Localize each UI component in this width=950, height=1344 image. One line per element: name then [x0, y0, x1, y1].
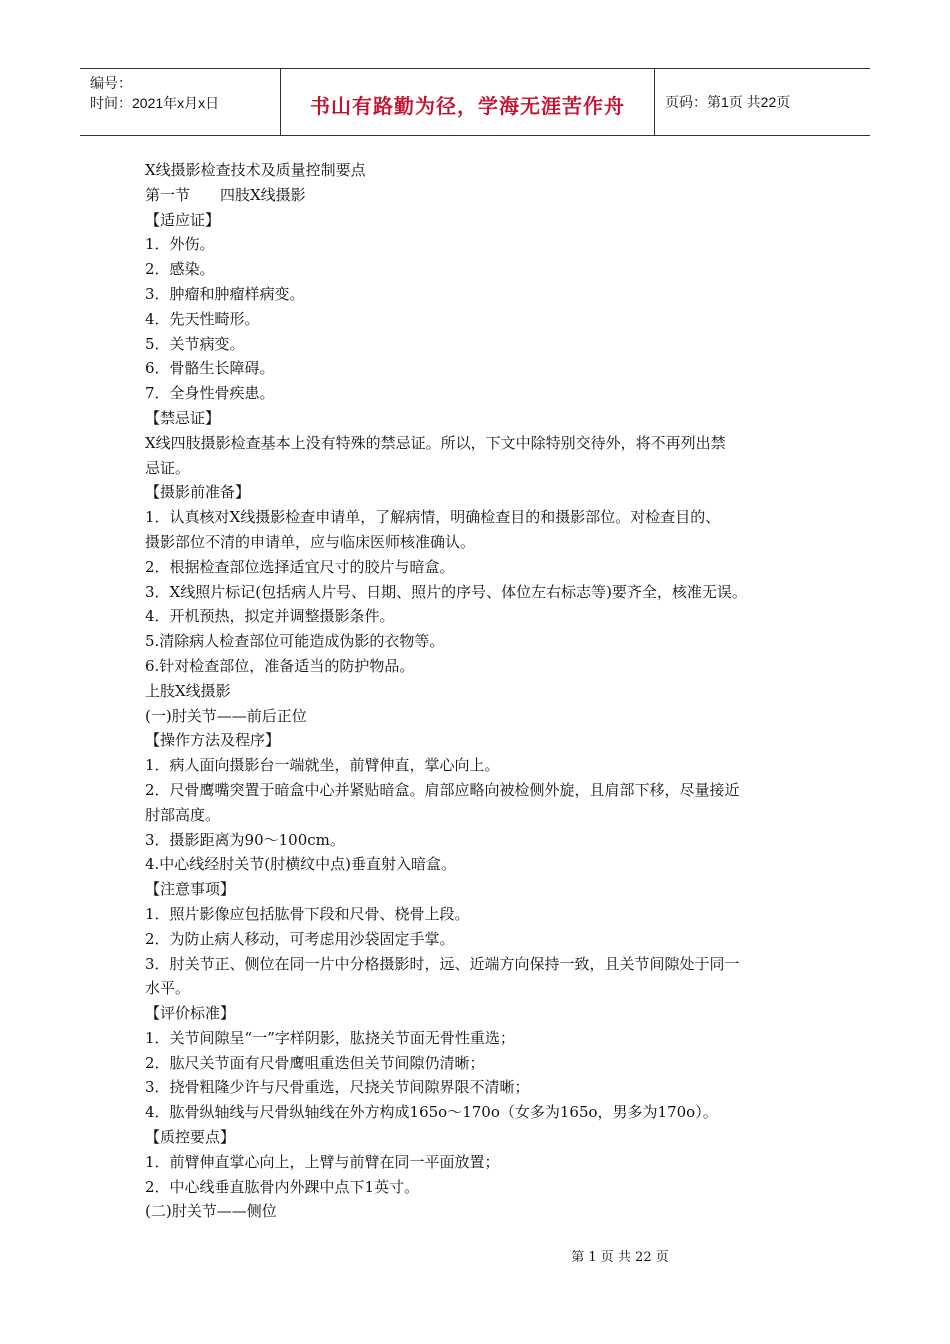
body-line: (二)肘关节——侧位: [145, 1202, 277, 1221]
body-line: 1．照片影像应包括肱骨下段和尺骨、桡骨上段。: [145, 904, 470, 923]
body-line: 【注意事项】: [145, 880, 236, 899]
body-line: 5．关节病变。: [145, 334, 245, 353]
body-line: 【操作方法及程序】: [145, 731, 281, 750]
body-line: 1．关节间隙呈“一”字样阴影，肱挠关节面无骨性重选；: [145, 1028, 515, 1047]
body-line: 1．前臂伸直掌心向上，上臂与前臂在同一平面放置；: [145, 1152, 500, 1171]
body-line: 【质控要点】: [145, 1128, 236, 1147]
body-line: 忌证。: [145, 458, 191, 477]
header-motto-cell: [281, 69, 655, 135]
header-meta: [80, 69, 281, 135]
body-line: 【摄影前准备】: [145, 483, 251, 502]
body-line: 2．肱尺关节面有尺骨鹰咀重迭但关节间隙仍清晰；: [145, 1053, 485, 1072]
serial-number-label: 编号：: [90, 75, 132, 91]
body-line: 4．肱骨纵轴线与尺骨纵轴线在外方构成165o～170o（女多为165o，男多为170o）。: [145, 1103, 718, 1122]
body-line: 【禁忌证】: [145, 408, 221, 427]
body-line: 1．病人面向摄影台一端就坐，前臂伸直，掌心向上。: [145, 756, 500, 775]
body-line: 3．X线照片标记(包括病人片号、日期、照片的序号、体位左右标志等)要齐全，核准无误。: [145, 582, 747, 601]
body-line: 1．外伤。: [145, 235, 215, 254]
body-line: 3．摄影距离为90～100cm。: [145, 830, 345, 849]
header-page-info-cell: [655, 69, 870, 135]
body-line: 7．全身性骨疾患。: [145, 384, 275, 403]
body-line: 2．根据检查部位选择适宜尺寸的胶片与暗盒。: [145, 557, 455, 576]
body-line: 2．为防止病人移动，可考虑用沙袋固定手掌。: [145, 929, 455, 948]
footer-page-number: 第 1 页 共 22 页: [571, 1250, 669, 1265]
body-line: 摄影部位不清的申请单，应与临床医师核准确认。: [145, 532, 476, 551]
body-line: 2．感染。: [145, 260, 215, 279]
header-motto: 书山有路勤为径，学海无涯苦作舟: [310, 95, 625, 118]
date-label: 时间：2021年x月x日: [90, 95, 220, 111]
body-line: 【适应证】: [145, 210, 221, 229]
body-line: 5.清除病人检查部位可能造成伪影的衣物等。: [145, 632, 445, 651]
body-line: 6．骨骼生长障碍。: [145, 359, 275, 378]
body-line: 【评价标准】: [145, 1004, 236, 1023]
body-line: 4．先天性畸形。: [145, 309, 260, 328]
body-line: 3．挠骨粗隆少许与尺骨重选，尺挠关节间隙界限不清晰；: [145, 1078, 530, 1097]
body-line: X线四肢摄影检查基本上没有特殊的禁忌证。所以，下文中除特别交待外，将不再列出禁: [145, 433, 726, 452]
document-header: [80, 68, 870, 136]
body-line: (一)肘关节——前后正位: [145, 706, 307, 725]
body-line: 2．尺骨鹰嘴突置于暗盒中心并紧贴暗盒。肩部应略向被检侧外旋，且肩部下移，尽量接近: [145, 780, 740, 799]
header-page-info: 页码：第1页 共22页: [665, 94, 791, 110]
document-body: [145, 158, 815, 1224]
page-footer: [0, 1246, 950, 1265]
body-line: 上肢X线摄影: [145, 681, 231, 700]
body-line: 3．肘关节正、侧位在同一片中分格摄影时，远、近端方向保持一致，且关节间隙处于同一: [145, 954, 740, 973]
body-line: 4.中心线经肘关节(肘横纹中点)垂直射入暗盒。: [145, 855, 457, 874]
body-line: X线摄影检查技术及质量控制要点: [145, 161, 366, 179]
body-line: 3．肿瘤和肿瘤样病变。: [145, 284, 305, 303]
body-line: 4．开机预热，拟定并调整摄影条件。: [145, 607, 395, 626]
body-line: 肘部高度。: [145, 805, 221, 824]
body-line: 2．中心线垂直肱骨内外踝中点下1英寸。: [145, 1177, 420, 1196]
body-line: 水平。: [145, 979, 191, 998]
body-line: 第一节 四肢X线摄影: [145, 185, 306, 204]
body-line: 6.针对检查部位，准备适当的防护物品。: [145, 656, 415, 675]
body-line: 1．认真核对X线摄影检查申请单，了解病情，明确检查目的和摄影部位。对检查目的、: [145, 508, 721, 527]
